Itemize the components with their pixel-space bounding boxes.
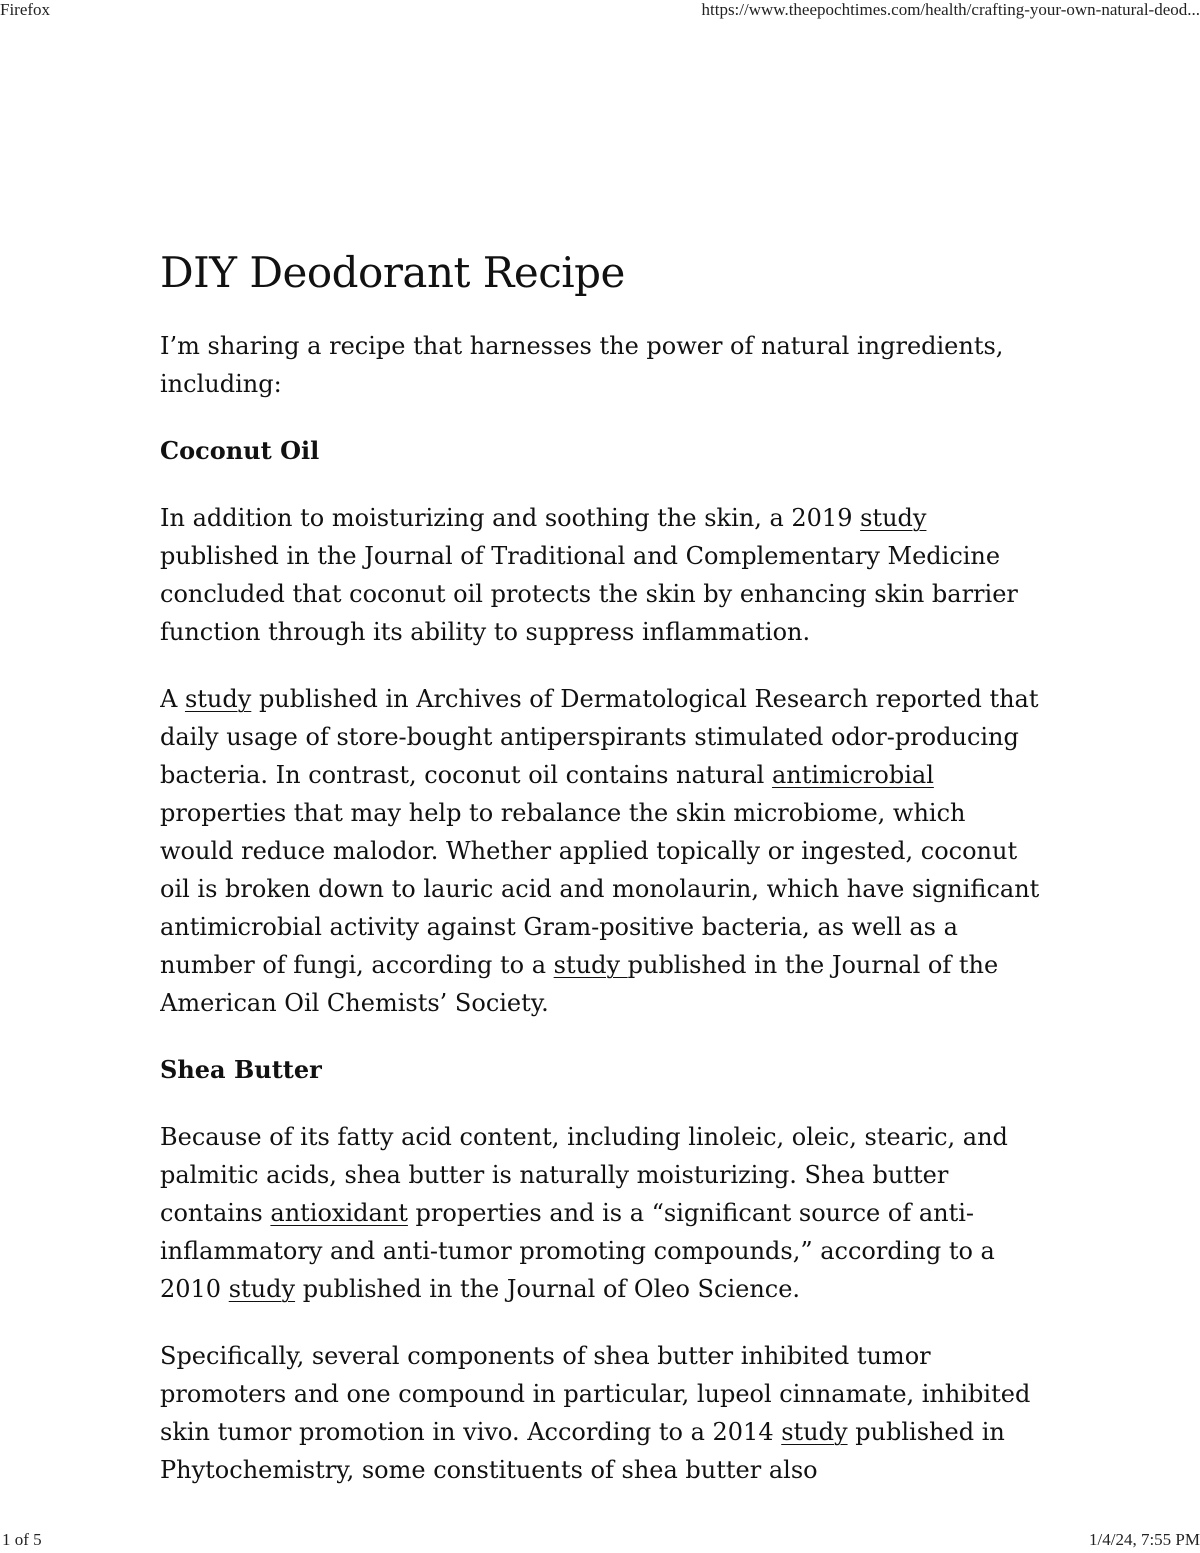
shea-butter-paragraph-2 <box>160 1337 1040 1489</box>
study-link[interactable]: study <box>553 951 628 979</box>
section-heading-coconut-oil: Coconut Oil <box>160 436 320 465</box>
text-span: Specifically, several components of shea butter inhibited tumor promoters and one compound in particular, lupeol cinnamate, inhibited skin tumor promotion in vivo. According to a 2014 <box>160 1342 1031 1446</box>
study-link[interactable]: study <box>860 504 927 532</box>
article-title: DIY Deodorant Recipe <box>160 248 625 297</box>
text-span: published in Archives of Dermatological Research reported that daily usage of store-bought antiperspirants stimulated odor-producing bacteria. In contrast, coconut oil contains natural <box>160 685 1039 789</box>
study-link[interactable]: study <box>781 1418 848 1446</box>
antioxidant-link[interactable]: antioxidant <box>270 1199 408 1227</box>
text-span: A <box>160 685 185 713</box>
intro-paragraph: I’m sharing a recipe that harnesses the power of natural ingredients, including: <box>160 332 1004 398</box>
text-span: In addition to moisturizing and soothing the skin, a 2019 <box>160 504 861 532</box>
text-span: properties and is a “significant source of anti-inflammatory and anti-tumor promoting compounds,” according to a 2010 <box>160 1199 995 1303</box>
text-span: Because of its fatty acid content, including linoleic, oleic, stearic, and palmitic acids, shea butter is naturally moisturizing. Shea butter contains <box>160 1123 1008 1227</box>
study-link[interactable]: study <box>184 685 252 713</box>
section-heading-shea-butter: Shea Butter <box>160 1055 322 1084</box>
text-span: published in the Journal of the American Oil Chemists’ Society. <box>160 951 999 1017</box>
shea-butter-paragraph-1 <box>160 1118 1040 1308</box>
text-span: published in the Journal of Oleo Science. <box>295 1275 801 1303</box>
print-footer-datetime: 1/4/24, 7:55 PM <box>1089 1530 1200 1549</box>
text-span: published in Phytochemistry, some constituents of shea butter also <box>160 1418 1005 1484</box>
coconut-oil-paragraph-2 <box>160 680 1040 1022</box>
coconut-oil-paragraph-1 <box>160 499 1040 651</box>
print-header-url: https://www.theepochtimes.com/health/crafting-your-own-natural-deod... <box>701 0 1200 19</box>
article-body <box>160 245 1040 1493</box>
text-span: published in the Journal of Traditional and Complementary Medicine concluded that coconut oil protects the skin by enhancing skin barrier function through its ability to suppress inflammation. <box>160 542 1018 646</box>
text-span: properties that may help to rebalance the skin microbiome, which would reduce malodor. Whether applied topically or ingested, coconut oil is broken down to lauric acid and monolaurin, which have significant antimicrobial activity against Gram-positive bacteria, as well as a number of fungi, according to a <box>160 799 1040 979</box>
antimicrobial-link[interactable]: antimicrobial <box>771 761 934 789</box>
print-header-browser: Firefox <box>0 0 51 19</box>
print-footer-page-number: 1 of 5 <box>2 1530 42 1549</box>
study-link[interactable]: study <box>228 1275 296 1303</box>
